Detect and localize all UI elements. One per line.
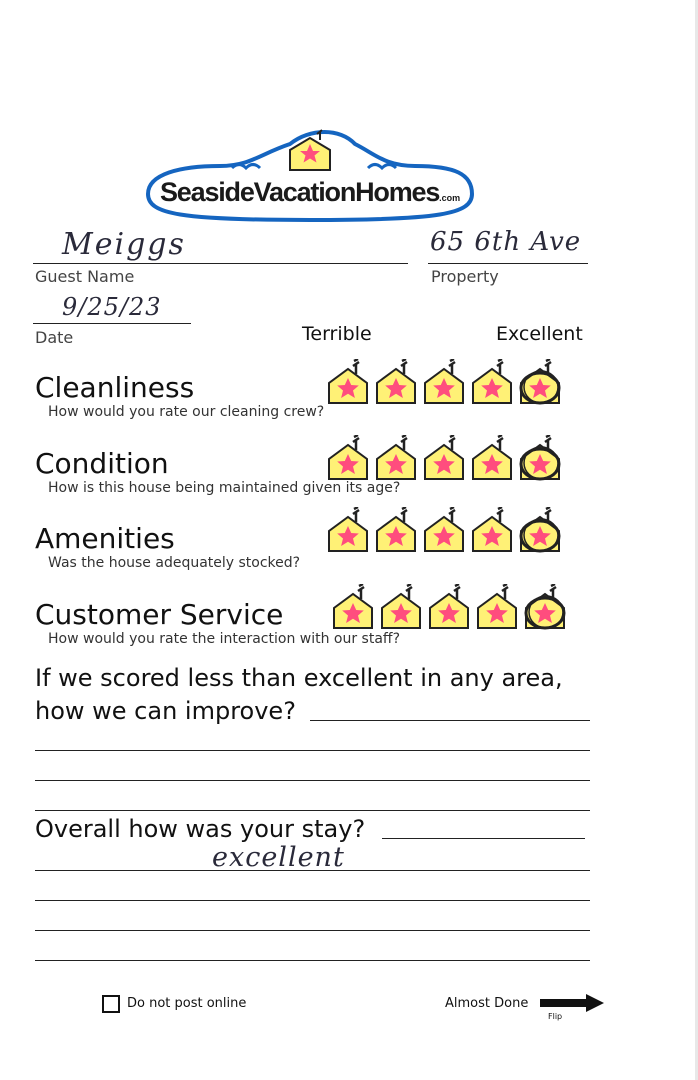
category-question-condition: How is this house being maintained given its age? [48,480,401,496]
improve-answer-line-3[interactable] [35,810,590,811]
scale-high-label: Excellent [496,323,583,345]
improve-answer-line-2[interactable] [35,780,590,781]
house-star-icon[interactable] [378,584,424,630]
category-title-condition: Condition [35,447,169,480]
overall-question: Overall how was your stay? [35,815,366,843]
date-label: Date [35,328,74,347]
guest-name-line [33,263,408,264]
house-star-icon[interactable] [469,507,515,553]
house-star-icon[interactable] [517,507,563,553]
brand-name: SeasideVacationHomes.com [160,177,461,207]
date-value: 9/25/23 [62,293,162,321]
category-question-customer-service: How would you rate the interaction with our staff? [48,631,400,647]
improve-question-line2: how we can improve? [35,697,296,725]
house-star-icon[interactable] [373,359,419,405]
rating-condition[interactable] [325,435,563,481]
overall-answer-line-4[interactable] [35,960,590,961]
house-star-icon[interactable] [330,584,376,630]
house-star-icon[interactable] [474,584,520,630]
house-star-icon[interactable] [421,435,467,481]
almost-done-label: Almost Done [445,996,529,1011]
date-line [33,323,191,324]
rating-cleanliness[interactable] [325,359,563,405]
improve-answer-line-0[interactable] [310,720,590,721]
category-title-customer-service: Customer Service [35,598,284,631]
scale-low-label: Terrible [302,323,372,345]
guest-name-value: Meiggs [62,227,186,262]
property-value: 65 6th Ave [430,227,582,257]
do-not-post-label: Do not post online [127,996,247,1011]
house-star-icon[interactable] [325,435,371,481]
improve-question-line1: If we scored less than excellent in any area, [35,664,563,692]
house-star-icon[interactable] [426,584,472,630]
overall-answer-line-2[interactable] [35,900,590,901]
property-line [428,263,588,264]
house-star-icon[interactable] [421,507,467,553]
property-label: Property [431,267,499,286]
category-question-amenities: Was the house adequately stocked? [48,555,301,571]
category-title-amenities: Amenities [35,522,175,555]
house-star-icon[interactable] [522,584,568,630]
rating-customer-service[interactable] [330,584,568,630]
overall-answer-line-1[interactable] [35,870,590,871]
improve-answer-line-1[interactable] [35,750,590,751]
overall-answer-value: excellent [212,842,345,873]
house-star-icon[interactable] [373,435,419,481]
flip-label: Flip [548,1012,563,1021]
overall-answer-line-3[interactable] [35,930,590,931]
house-star-icon[interactable] [469,359,515,405]
category-title-cleanliness: Cleanliness [35,371,195,404]
category-question-cleanliness: How would you rate our cleaning crew? [48,404,325,420]
do-not-post-checkbox[interactable] [102,995,120,1013]
house-star-icon[interactable] [373,507,419,553]
house-star-icon[interactable] [421,359,467,405]
house-star-icon[interactable] [469,435,515,481]
house-star-icon[interactable] [517,435,563,481]
overall-answer-line-0[interactable] [382,838,585,839]
guest-name-label: Guest Name [35,267,135,286]
house-star-icon[interactable] [517,359,563,405]
rating-amenities[interactable] [325,507,563,553]
house-star-icon[interactable] [325,359,371,405]
house-star-icon[interactable] [325,507,371,553]
brand-logo [140,122,480,222]
